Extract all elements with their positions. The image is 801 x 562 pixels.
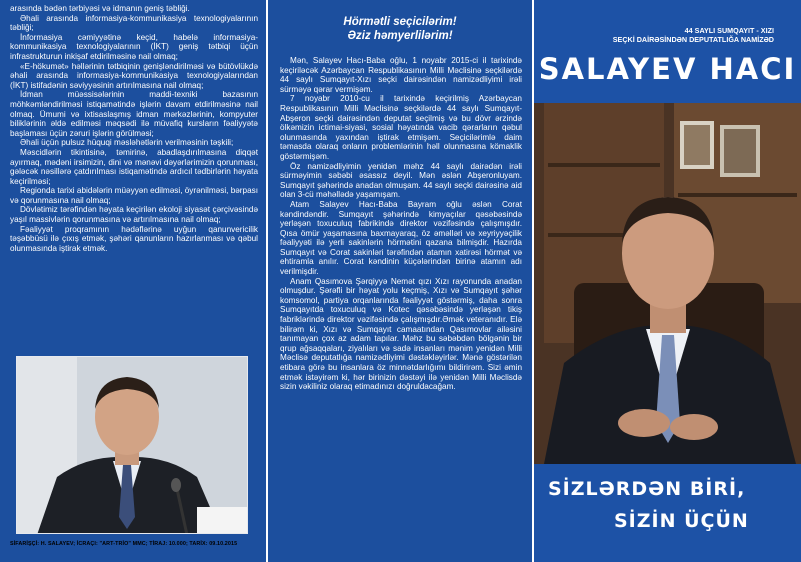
greeting-line-2: Əziz həmyerlilərim! xyxy=(347,30,453,42)
left-paragraph: İnformasiya cəmiyyətinə keçid, habelə informasiya-kommunikasiya texnologiyalarının (İKT) geniş tətbiqi üçün infrastrukturun inkişaf etdirilməsinə nail olmaq; xyxy=(10,32,258,61)
left-paragraph: «E-hökumət» həllərinin tətbiqinin genişləndirilməsi və bütövlükdə əhali arasında informasiya-kommunikasiya texnologiyalarından (İKT) istifadənin səviyyəsinin artırılmasına nail olmaq; xyxy=(10,61,258,90)
left-paragraph: Dövlətimiz tərəfindən həyata keçirilən ekoloji siyasət çərçivəsində yaşıl massivlərin qorunmasına və artırılmasına nail olmaq; xyxy=(10,205,258,225)
left-paragraph: Regionda tarixi abidələrin müəyyən edilməsi, öyrənilməsi, bərpası və qorunmasına nail olmaq; xyxy=(10,186,259,205)
subtitle-line-2: SEÇKİ DAİRƏSİNDƏN DEPUTATLIĞA NAMİZƏD xyxy=(612,35,774,44)
candidate-portrait-large xyxy=(534,103,801,464)
left-paragraph: Əhali arasında informasiya-kommunikasiya texnologiyalarının təbliği; xyxy=(10,13,258,33)
middle-panel xyxy=(268,0,532,562)
imprint-line: SİFARİŞÇİ: H. SALAYEV; İCRAÇI: "ART-TRİO" MMC; TİRAJ: 10.000; TARİX: 09.10.2015 xyxy=(10,541,238,547)
candidacy-subtitle xyxy=(534,26,774,44)
left-text-block xyxy=(10,4,258,253)
middle-paragraph: Öz namizədliyimin yenidən məhz 44 saylı dairədən irəli sürməyimin səbəbi əsassız deyil. Mən əslən Abşeronluyam. Sumqayıt şəhərində anadan olmuşam. 44 saylı seçki dairəsinə aid olan 3-cü məhəllədə yaşamışam. xyxy=(280,161,522,200)
portrait-illustration xyxy=(17,357,248,534)
greeting-line-1: Hörmətli seçicilərim! xyxy=(343,16,457,28)
middle-text-block xyxy=(280,56,522,392)
middle-paragraph: 7 noyabr 2010-cu il tarixində keçirilmiş Azərbaycan Respublikasının Milli Məclisinə seçkilərdə 44 saylı Sumqayıt-Abşeron seçki dairəsindən deputat seçilmiş və bu dövr ərzində ölkəmizin ictimai-siyasi, sosial həyatında vacib qərarların qəbul olunmasında yaxından iştirak etmişəm. Seçicilərimlə daim təmasda olaraq onların problemlərinin həll olunmasına kömaklik göstərmişəm. xyxy=(280,94,522,161)
left-paragraph: arasında bədən tərbiyəsi və idmanın geniş təbliği. xyxy=(10,4,190,13)
office-portrait-illustration xyxy=(534,103,801,464)
middle-paragraph: Atam Salayev Hacı-Baba Bayram oğlu əslən Corat kəndindəndir. Sumqayıt şəhərində kimyaçılar qəsəbəsində yerləşən toxuculuq fabrikində direktor vəzifəsində çalışmışdır. Qısa ömür yaşamasına baxmayaraq, öz əməlləri və xeyriyyəçilik fəaliyyəti ilə yerli sakinlərin hörmətini qazana bilmişdir. Hazırda Sumqayıt və Corat sakinləri tərəfindən atamın xatirəsi hörmət və ehtiramla anılır. Corat kəndinin küçələrindən birinə atamın adı verilmişdir. xyxy=(280,199,522,277)
middle-paragraph: Anam Qasımova Şərqiyyə Nemət qızı Xızı rayonunda anadan olmuşdur. Şərəfli bir həyat yolu keçmiş, Xızı və Sumqayıt şəhər komsomol, partiya orqanlarında fəaliyyət göstərmiş, daha sonra Sumqayıtda toxuculuq və Kotec qəsəbəsində yerləşən tikiş fabriklərində direktor vəzifəsində çalışmışdır.Əmək veteranıdır. Elə bilirəm ki, Xızı və Sumqayıt camaatından Qasımovlar ailəsini tanımayan çox az adam tapılar. Məhz bu səbəbdən bölgənin bir qrup ağsaqqaları, ziyalıları və sadə insanları mənim yenidən Milli Məclisə deputatlığa namizədliyimi dəstəkləyirlər. Mənə göstərilən etibara görə bu insanlara öz minnətdarlığımı bildirirəm. Sizi əmin etmək istəyirəm ki, hər birinizin dəstəyi ilə yenidən Milli Məclisdə sizin vəkiliniz olaraq etimadınızı doğruldacağam. xyxy=(280,276,522,392)
left-paragraph: Fəaliyyət proqramının hədəflərinə uyğun qanunvericilik təşəbbüsü ilə çıxış etmək, şəhəri qanunların hazırlanması və qəbul olunmasında iştirak etmək. xyxy=(10,224,258,253)
slogan-line-1: SİZLƏRDƏN BİRİ, xyxy=(548,478,746,500)
candidate-name: SALAYEV HACI xyxy=(538,52,797,86)
middle-paragraph: Mən, Salayev Hacı-Baba oğlu, 1 noyabr 2015-ci il tarixində keçiriləcək Azərbaycan Respublikasının Milli Məclisinə seçkilərdə 44 saylı Sumqayıt-Xızı seçki dairəsindən namizədliyimi irəli sürməyə qərar vermişəm. xyxy=(280,56,522,94)
candidate-portrait-small xyxy=(16,356,248,534)
slogan-line-2: SİZİN ÜÇÜN xyxy=(614,510,749,532)
left-paragraph: Məscidlərin tikintisinə, təmirinə, abadlaşdırılmasına diqqət ayırmaq, mədəni irsimizin, dini və mənəvi dəyərlərimizin qorunması, gələcək nəsillərə çatdırılması istiqamətində ardıcıl tədbirlərin həyata keçirilməsi; xyxy=(10,147,258,186)
left-paragraph: İdman müəssisələrinin maddi-texniki bazasının möhkəmləndirilməsi istiqamətində işlərin davam etdirilməsinə nail olmaq. Ümumi və ixtisaslaşmış idman mərkəzlərinin, kompyuter biliklərinin əldə edilməsi məqsədi ilə müvafiq kursların fəaliyyətə başlaması üçün zəruri işlərin görülməsi; xyxy=(10,90,258,138)
left-paragraph: Əhali üçün pulsuz hüquqi məsləhətlərin verilməsinin təşkili; xyxy=(20,138,234,148)
subtitle-line-1: 44 SAYLI SUMQAYIT - XIZI xyxy=(684,26,774,35)
